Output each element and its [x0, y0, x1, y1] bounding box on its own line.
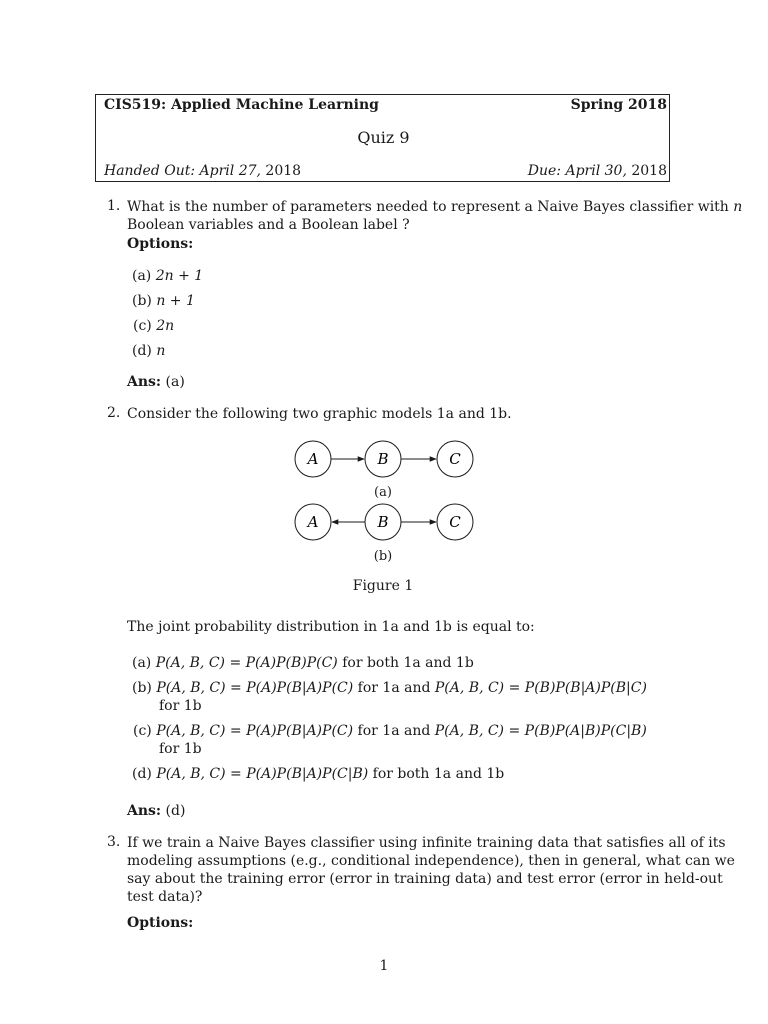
handed-out: Handed Out: April 27, 2018 [104, 163, 302, 179]
label-b-b: B [377, 513, 389, 531]
figure-caption: Figure 1 [352, 578, 414, 594]
label-b-c: C [449, 513, 461, 531]
graph-b [295, 504, 473, 540]
q1-options-label: Options: [127, 236, 194, 252]
subcaption-a: (a) [374, 485, 392, 500]
q1-option-c: (c) 2n [133, 318, 175, 334]
q3-line1: If we train a Naive Bayes classifier using infinite training data that satisfies all of its [127, 835, 726, 851]
q2-number: 2. [107, 405, 121, 421]
q2-prompt: The joint probability distribution in 1a and 1b is equal to: [127, 619, 535, 635]
q1-number: 1. [107, 198, 121, 214]
q1-option-b: (b) n + 1 [132, 293, 195, 309]
q2-option-b-wrap: for 1b [159, 698, 202, 714]
q3-number: 3. [107, 834, 121, 850]
page-number: 1 [379, 958, 389, 974]
q2-option-c: (c) P(A, B, C) = P(A)P(B|A)P(C) for 1a and P(A, B, C) = P(B)P(A|B)P(C|B) [133, 723, 647, 739]
q3-line3: say about the training error (error in training data) and test error (error in held-out [127, 871, 723, 887]
label-b-a: A [307, 513, 319, 531]
q3-options-label: Options: [127, 915, 194, 931]
label-a-b: B [377, 450, 389, 468]
term: Spring 2018 [570, 97, 667, 113]
q1-option-a: (a) 2n + 1 [132, 268, 204, 284]
label-a-a: A [307, 450, 319, 468]
q1-answer: Ans: (a) [127, 374, 185, 390]
q2-option-a: (a) P(A, B, C) = P(A)P(B)P(C) for both 1a and 1b [132, 655, 474, 671]
q3-line2: modeling assumptions (e.g., conditional independence), then in general, what can we [127, 853, 735, 869]
due-date: Due: April 30, 2018 [527, 163, 667, 179]
graph-a [295, 441, 473, 477]
q2-option-c-wrap: for 1b [159, 741, 202, 757]
course-title: CIS519: Applied Machine Learning [104, 97, 379, 113]
q1-line1: What is the number of parameters needed to represent a Naive Bayes classifier with n [127, 199, 743, 215]
q1-option-d: (d) n [132, 343, 166, 359]
q2-option-b: (b) P(A, B, C) = P(A)P(B|A)P(C) for 1a and P(A, B, C) = P(B)P(B|A)P(B|C) [132, 680, 647, 696]
subcaption-b: (b) [373, 549, 393, 564]
q3-line4: test data)? [127, 889, 203, 905]
quiz-title: Quiz 9 [357, 128, 410, 147]
q2-option-d: (d) P(A, B, C) = P(A)P(B|A)P(C|B) for both 1a and 1b [132, 766, 505, 782]
q2-line1: Consider the following two graphic models 1a and 1b. [127, 406, 512, 422]
q1-line2: Boolean variables and a Boolean label ? [127, 217, 410, 233]
label-a-c: C [449, 450, 461, 468]
q2-answer: Ans: (d) [127, 803, 186, 819]
